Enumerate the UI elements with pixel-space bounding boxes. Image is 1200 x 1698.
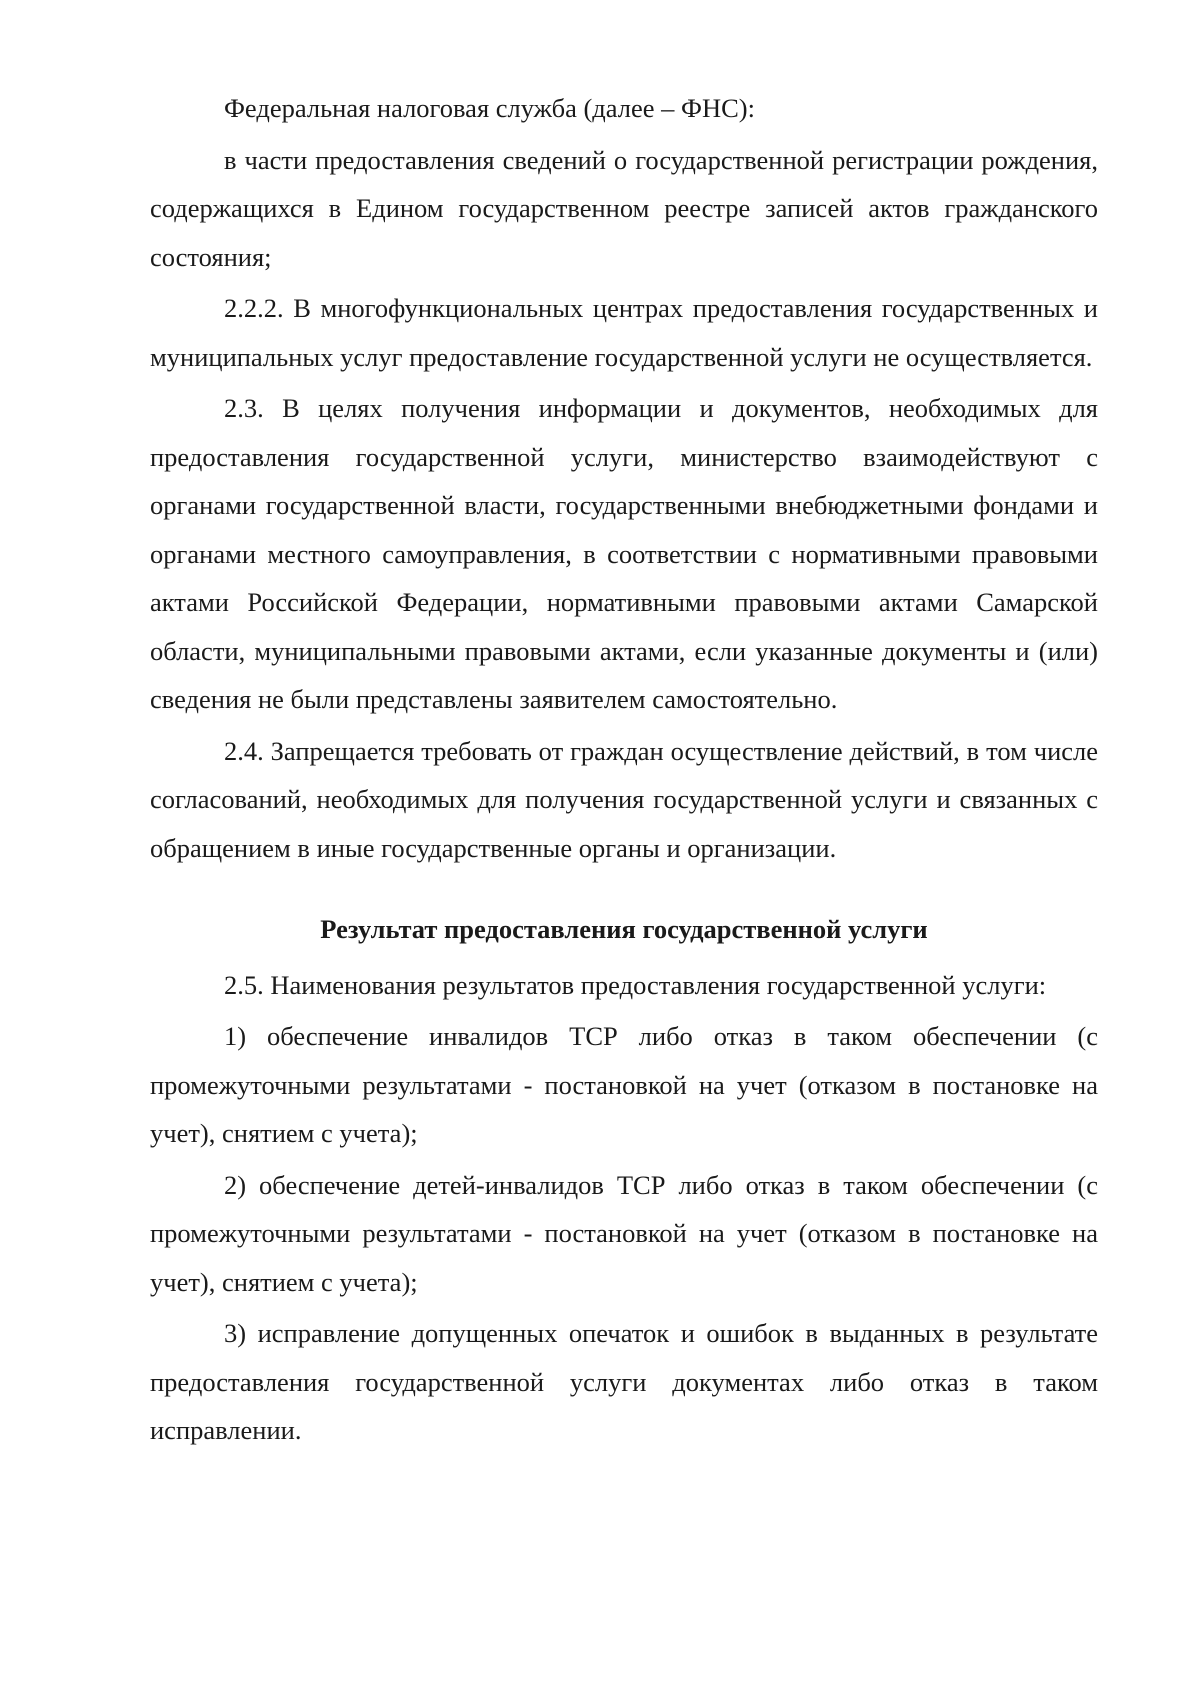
list-item-2: 2) обеспечение детей-инвалидов ТСР либо отказ в таком обеспечении (с промежуточными результатами - постановкой на учет (отказом в постановке на учет), снятием с учета);: [150, 1169, 1098, 1297]
paragraph-2-4: 2.4. Запрещается требовать от граждан осуществление действий, в том числе согласований, необходимых для получения государственной услуги и связанных с обращением в иные государственные органы и организации.: [150, 735, 1098, 863]
document-body: [150, 84, 1098, 1455]
section-heading: Результат предоставления государственной услуги: [320, 914, 928, 944]
paragraph-2-3: 2.3. В целях получения информации и документов, необходимых для предоставления государственной услуги, министерство взаимодействуют с органами государственной власти, государственными внебюджетными фондами и органами местного самоуправления, в соответствии с нормативными правовыми актами Российской Федерации, нормативными правовыми актами Самарской области, муниципальными правовыми актами, если указанные документы и (или) сведения не были представлены заявителем самостоятельно.: [150, 393, 1098, 714]
paragraph-fns-title: Федеральная налоговая служба (далее – ФНС):: [224, 93, 755, 123]
list-item-1: 1) обеспечение инвалидов ТСР либо отказ в таком обеспечении (с промежуточными результатами - постановкой на учет (отказом в постановке на учет), снятием с учета);: [150, 1021, 1098, 1148]
list-item-3: 3) исправление допущенных опечаток и ошибок в выданных в результате предоставления государственной услуги документах либо отказ в таком исправлении.: [150, 1318, 1098, 1445]
paragraph-2-5: 2.5. Наименования результатов предоставления государственной услуги:: [224, 969, 1047, 1000]
paragraph-fns-scope: в части предоставления сведений о государственной регистрации рождения, содержащихся в Едином государственном реестре записей актов гражданского состояния;: [150, 144, 1098, 272]
paragraph-2-2-2: 2.2.2. В многофункциональных центрах предоставления государственных и муниципальных услуг предоставление государственной услуги не осуществляется.: [150, 293, 1098, 372]
